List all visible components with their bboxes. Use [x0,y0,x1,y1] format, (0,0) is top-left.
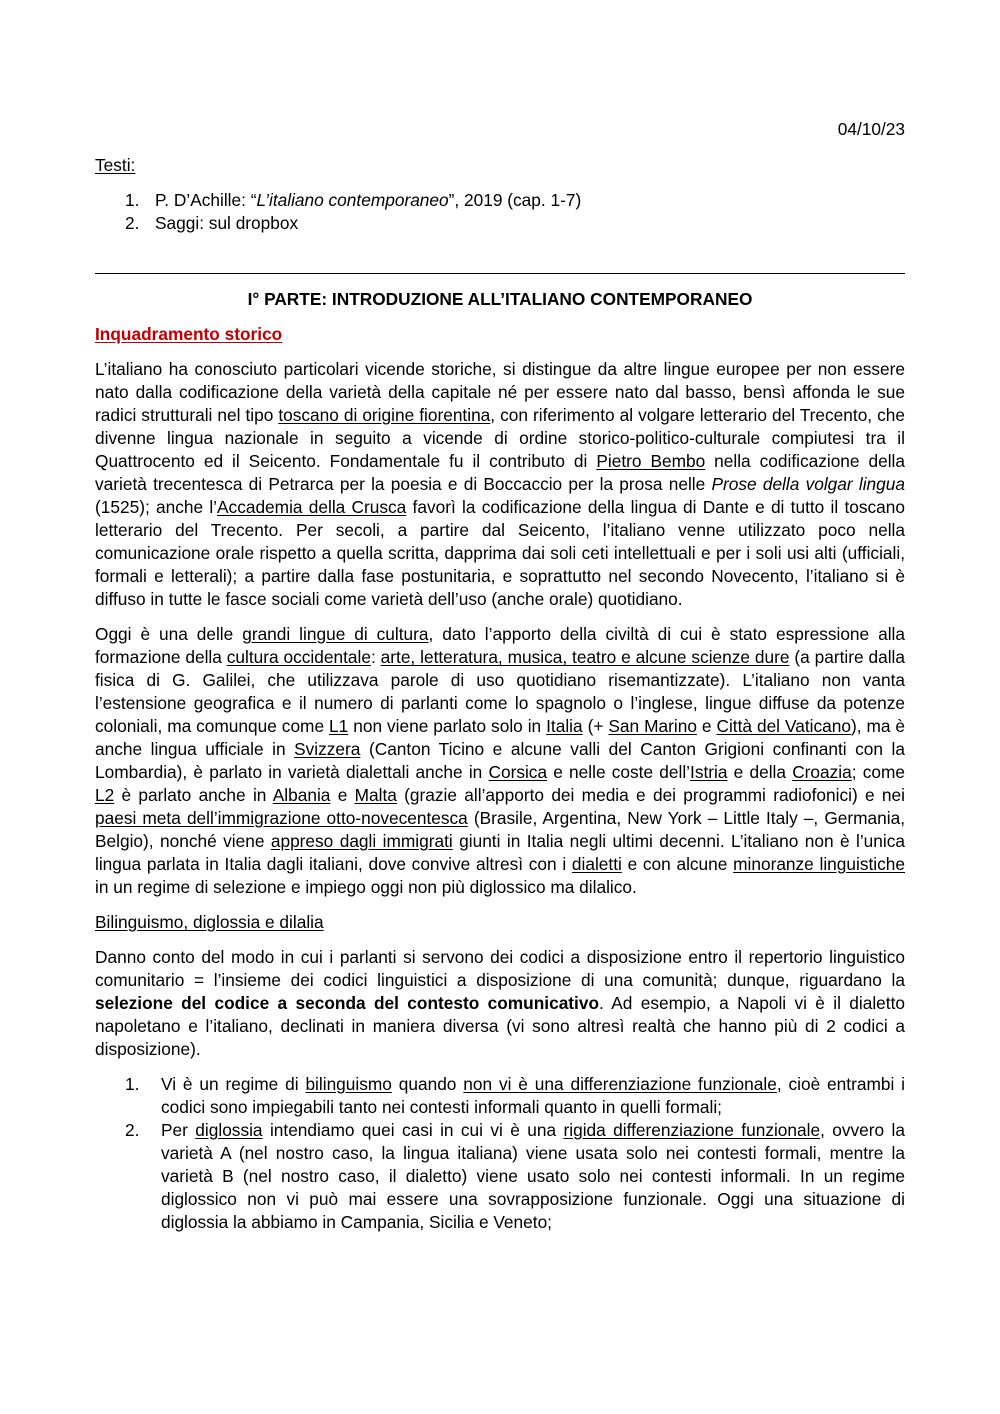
section-title-bilinguismo: Bilinguismo, diglossia e dilalia [95,912,324,932]
document-date: 04/10/23 [837,119,905,139]
testi-heading: Testi: [95,155,136,175]
list-item: 2. Saggi: sul dropbox [125,213,299,233]
list-item: 1. P. D’Achille: “L’italiano contemporaneo”, 2019 (cap. 1-7) [125,190,582,210]
section-title-inquadramento: Inquadramento storico [95,324,283,344]
list-item: 2. Per diglossia intendiamo quei casi in cui vi è una rigida differenziazione funzionale, ovvero la varietà A (nel nostro caso, la lingua italiana) viene usata solo nei contesti formali, mentre la varietà B (nel nostro caso, il dialetto) viene usato solo nei contesti informali. In un regime diglossico non vi può mai essere una sovrapposizione funzionale. Oggi una situazione di diglossia la abbiamo in Campania, Sicilia e Veneto; [125,1120,906,1232]
testi-list [95,189,905,235]
paragraph-inquadramento-2: Oggi è una delle grandi lingue di cultura, dato l’apporto della civiltà di cui è stato espressione alla formazione della cultura occidentale: arte, letteratura, musica, teatro e alcune scienze dure (a partire dalla fisica di G. Galilei, che utilizzava parole di uso quotidiano risemantizzate). L’italiano non vanta l’estensione geografica e il numero di parlanti come lo spagnolo o l’inglese, lingue diffuse da potenze coloniali, ma comunque come L1 non viene parlato solo in Italia (+ San Marino e Città del Vaticano), ma è anche lingua ufficiale in Svizzera (Canton Ticino e alcune valli del Canton Grigioni confinanti con la Lombardia), è parlato in varietà dialettali anche in Corsica e nelle coste dell’Istria e della Croazia; come L2 è parlato anche in Albania e Malta (grazie all’apporto dei media e dei programmi radiofonici) e nei paesi meta dell’immigrazione otto-novecentesca (Brasile, Argentina, New York – Little Italy –, Germania, Belgio), nonché viene appreso dagli immigrati giunti in Italia negli ultimi decenni. L’italiano non è l’unica lingua parlata in Italia dagli italiani, dove convive altresì con i dialetti e con alcune minoranze linguistiche in un regime di selezione e impiego oggi non più diglossico ma dilalico. [95,624,906,897]
list-item: 1. Vi è un regime di bilinguismo quando non vi è una differenziazione funzionale, cioè entrambi i codici sono impiegabili tanto nei contesti informali quanto in quelli formali; [125,1074,905,1117]
bilinguismo-list [95,1073,905,1234]
book-title: L’italiano contemporaneo [256,190,449,210]
horizontal-divider [95,273,905,274]
paragraph-inquadramento-1: L’italiano ha conosciuto particolari vicende storiche, si distingue da altre lingue europee per non essere nato dalla codificazione della varietà della capitale né per essere nato dal basso, bensì affonda le sue radici strutturali nel tipo toscano di origine fiorentina, con riferimento al volgare letterario del Trecento, che divenne lingua nazionale in seguito a vicende di ordine storico-politico-culturale compiutesi tra il Quattrocento ed il Seicento. Fondamentale fu il contributo di Pietro Bembo nella codificazione della varietà trecentesca di Petrarca per la poesia e di Boccaccio per la prosa nelle Prose della volgar lingua (1525); anche l’Accademia della Crusca favorì la codificazione della lingua di Dante e di tutto il toscano letterario del Trecento. Per secoli, a partire dal Seicento, l’italiano venne utilizzato poco nella comunicazione orale rispetto a quella scritta, dapprima dai soli ceti intellettuali e per i soli usi alti (ufficiali, formali e letterali); a partire dalla fase postunitaria, e soprattutto nel secondo Novecento, l’italiano si è diffuso in tutte le fasce sociali come varietà dell’uso (anche orale) quotidiano. [95,359,905,609]
part-title: I° PARTE: INTRODUZIONE ALL’ITALIANO CONTEMPORANEO [247,289,753,309]
paragraph-bilinguismo: Danno conto del modo in cui i parlanti si servono dei codici a disposizione entro il repertorio linguistico comunitario = l’insieme dei codici linguistici a disposizione di una comunità; dunque, riguardano la selezione del codice a seconda del contesto comunicativo. Ad esempio, a Napoli vi è il dialetto napoletano e l’italiano, declinati in maniera diversa (vi sono altresì realtà che hanno più di 2 codici a disposizione). [95,947,905,1059]
